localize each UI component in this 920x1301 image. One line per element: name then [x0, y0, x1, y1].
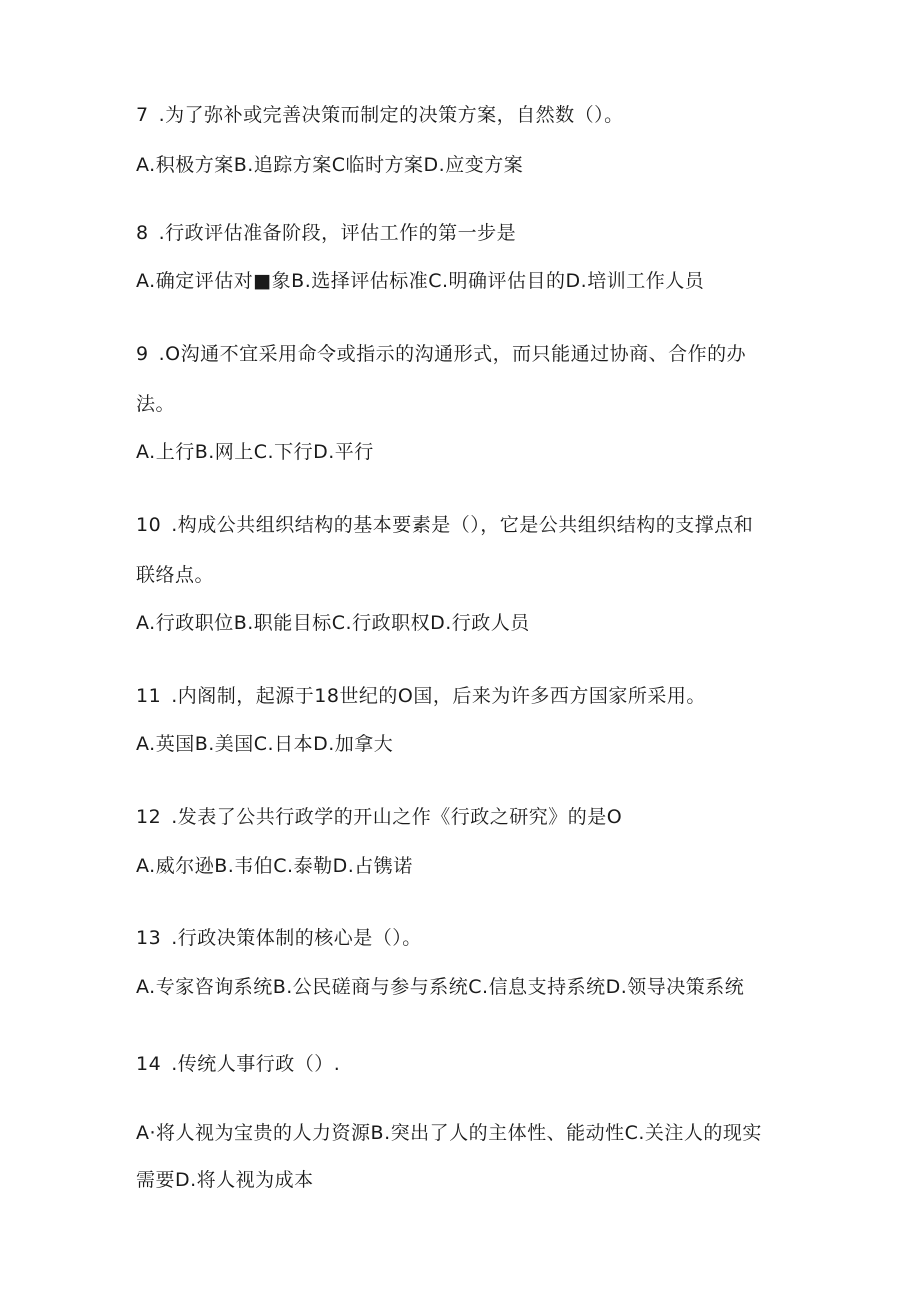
- question-14-stem: [136, 1052, 796, 1076]
- question-number: 10: [136, 514, 162, 536]
- question-text: .行政决策体制的核心是（）。: [171, 927, 422, 949]
- question-number: 13: [136, 927, 162, 949]
- question-14-options-continued: 需要D.将人视为成本: [136, 1169, 314, 1191]
- question-number: 8: [136, 222, 149, 244]
- question-12-options: A.威尔逊B.韦伯C.泰勒D.占镌诺: [136, 855, 413, 877]
- question-14-options: A·将人视为宝贵的人力资源B.突出了人的主体性、能动性C.关注人的现实: [136, 1122, 762, 1144]
- question-12-stem: [136, 805, 796, 829]
- question-number: 9: [136, 343, 149, 365]
- question-7-stem: [136, 103, 796, 127]
- question-text: .构成公共组织结构的基本要素是（），它是公共组织结构的支撑点和: [171, 514, 754, 536]
- question-number: 11: [136, 685, 162, 707]
- question-10-stem: [136, 513, 796, 537]
- question-13-stem: [136, 926, 796, 950]
- question-11-stem: [136, 684, 796, 708]
- question-9-stem: [136, 342, 796, 366]
- question-7-options: A.积极方案B.追踪方案C临时方案D.应变方案: [136, 154, 524, 176]
- question-8-stem: [136, 221, 796, 245]
- question-text: .为了弥补或完善决策而制定的决策方案，自然数（）。: [158, 104, 624, 126]
- question-number: 14: [136, 1053, 162, 1075]
- question-13-options: A.专家咨询系统B.公民磋商与参与系统C.信息支持系统D.领导决策系统: [136, 976, 745, 998]
- question-11-options: A.英国B.美国C.日本D.加拿大: [136, 733, 394, 755]
- question-9-options: A.上行B.网上C.下行D.平行: [136, 441, 374, 463]
- question-number: 7: [136, 104, 149, 126]
- question-text: .行政评估准备阶段，评估工作的第一步是: [158, 222, 517, 244]
- question-10-stem-continued: 联络点。: [136, 564, 215, 586]
- question-text: .O沟通不宜采用命令或指示的沟通形式，而只能通过协商、合作的办: [158, 343, 747, 365]
- question-10-options: A.行政职位B.职能目标C.行政职权D.行政人员: [136, 612, 530, 634]
- question-9-stem-continued: 法。: [136, 393, 176, 415]
- question-8-options: A.确定评估对■象B.选择评估标准C.明确评估目的D.培训工作人员: [136, 270, 705, 292]
- question-text: .传统人事行政（）.: [171, 1053, 341, 1075]
- question-number: 12: [136, 806, 162, 828]
- question-text: .内阁制，起源于18世纪的O国，后来为许多西方国家所采用。: [171, 685, 706, 707]
- question-text: .发表了公共行政学的开山之作《行政之研究》的是O: [171, 806, 623, 828]
